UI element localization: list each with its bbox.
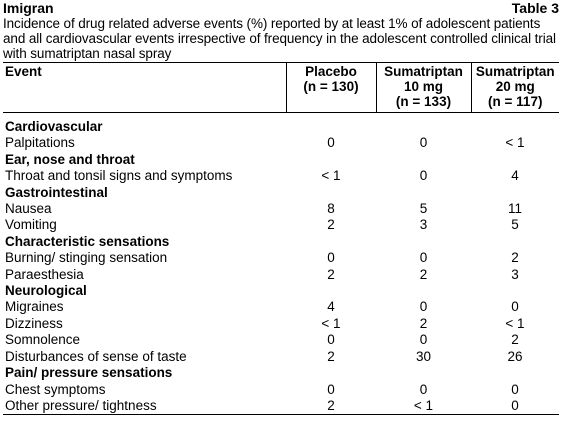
section-heading: Gastrointestinal [5,184,108,200]
sumatriptan-20mg-cell [471,185,559,201]
table-row [3,398,559,415]
table-row [3,250,559,266]
column-header-line: Event [5,64,42,79]
sumatriptan-20mg-cell [471,283,559,299]
sumatriptan-10mg-cell: 0 [419,332,428,348]
sumatriptan-20mg-cell: 3 [511,266,519,282]
event-label: Throat and tonsil signs and symptoms [5,168,233,184]
sumatriptan-20mg-cell [471,365,559,381]
section-row [3,113,559,136]
section-row [3,234,559,250]
sumatriptan-10mg-cell [376,234,471,250]
event-label: Somnolence [5,332,81,348]
sumatriptan-20mg-cell [471,152,559,168]
column-header-line: Placebo [305,64,357,79]
column-header-sumatriptan-10mg [376,63,471,113]
sumatriptan-10mg-cell [376,365,471,381]
sumatriptan-20mg-cell [471,234,559,250]
column-header-line: (n = 130) [303,79,359,94]
placebo-cell [286,283,376,299]
placebo-cell: 0 [327,135,335,151]
column-header-line: Sumatriptan [384,64,463,79]
sumatriptan-20mg-cell: 5 [511,217,519,233]
event-label: Migraines [5,299,64,315]
sumatriptan-20mg-cell: 11 [507,201,522,217]
sumatriptan-20mg-cell: 0 [511,381,519,397]
event-label: Palpitations [5,135,75,151]
sumatriptan-10mg-cell: 3 [419,217,428,233]
placebo-cell [286,234,376,250]
column-header-line: (n = 117) [488,94,543,109]
section-row [3,185,559,201]
sumatriptan-10mg-cell: 0 [419,250,428,266]
table-body [3,113,559,415]
table-row [3,316,559,332]
placebo-cell [286,365,376,381]
placebo-cell: 2 [327,266,335,282]
table-row [3,201,559,217]
column-header-event [3,63,286,113]
placebo-cell: < 1 [321,315,341,331]
column-header-line: 20 mg [495,79,535,94]
sumatriptan-20mg-cell: 0 [471,398,559,415]
placebo-cell: 0 [327,381,335,397]
table-header [3,63,559,113]
sumatriptan-10mg-cell [376,283,471,299]
sumatriptan-20mg-cell [471,113,559,136]
placebo-cell: 4 [327,299,335,315]
placebo-cell: 2 [286,398,376,415]
sumatriptan-20mg-cell: < 1 [505,315,525,331]
placebo-cell [286,113,376,136]
section-heading: Characteristic sensations [5,233,170,249]
table-row [3,349,559,365]
placebo-cell: 8 [327,201,335,217]
section-heading: Neurological [5,283,87,299]
sumatriptan-20mg-cell: 2 [511,332,519,348]
table-row [3,382,559,398]
section-row [3,283,559,299]
adverse-events-table [3,62,559,415]
column-header-placebo [286,63,376,113]
sumatriptan-10mg-cell: 2 [419,266,428,282]
column-header-line: Sumatriptan [475,64,555,79]
event-label: Chest symptoms [5,381,106,397]
sumatriptan-10mg-cell: 2 [419,315,428,331]
sumatriptan-10mg-cell: 30 [415,348,432,364]
event-label: Burning/ stinging sensation [5,250,168,266]
sumatriptan-20mg-cell: 2 [511,250,519,266]
table-row [3,267,559,283]
sumatriptan-10mg-cell [376,113,471,136]
sumatriptan-10mg-cell: 5 [419,201,428,217]
table-caption: Incidence of drug related adverse events (%) reported by at least 1% of adolescent patients and all cardiovascular events irrespective of frequency in the adolescent controlled clinical trial with sumatriptan nasal spray [3,16,556,61]
placebo-cell: 2 [327,348,335,364]
placebo-cell: 2 [327,217,335,233]
placebo-cell: 0 [327,332,335,348]
table-row [3,135,559,151]
column-header-sumatriptan-20mg [471,63,559,113]
section-heading: Ear, nose and throat [5,151,135,167]
placebo-cell: < 1 [321,168,341,184]
event-label: Dizziness [5,315,63,331]
event-label: Other pressure/ tightness [3,398,286,415]
column-header-line: 10 mg [403,79,444,94]
sumatriptan-10mg-cell [376,152,471,168]
sumatriptan-20mg-cell: 26 [507,348,523,364]
table-row [3,217,559,233]
sumatriptan-10mg-cell [376,185,471,201]
sumatriptan-10mg-cell: 0 [419,135,428,151]
placebo-cell [286,152,376,168]
table-label: Table 3 [511,0,559,16]
sumatriptan-20mg-cell: 0 [511,299,519,315]
table-row [3,332,559,348]
placebo-cell [286,185,376,201]
section-heading: Pain/ pressure sensations [5,365,173,381]
event-label: Vomiting [5,217,57,233]
table-row [3,168,559,184]
sumatriptan-10mg-cell: 0 [419,168,428,184]
event-label: Paraesthesia [5,266,84,282]
sumatriptan-20mg-cell: 4 [511,168,519,184]
event-label: Disturbances of sense of taste [5,348,187,364]
section-row [3,365,559,381]
column-header-line: (n = 133) [395,94,452,109]
brand-title: Imigran [3,0,54,16]
event-label: Nausea [5,201,52,217]
sumatriptan-20mg-cell: < 1 [505,135,525,151]
placebo-cell: 0 [327,250,335,266]
section-row [3,152,559,168]
sumatriptan-10mg-cell: 0 [419,299,428,315]
document-header [3,0,559,16]
sumatriptan-10mg-cell: < 1 [376,398,471,415]
table-row [3,299,559,315]
section-heading: Cardiovascular [5,119,103,134]
sumatriptan-10mg-cell: 0 [419,381,428,397]
